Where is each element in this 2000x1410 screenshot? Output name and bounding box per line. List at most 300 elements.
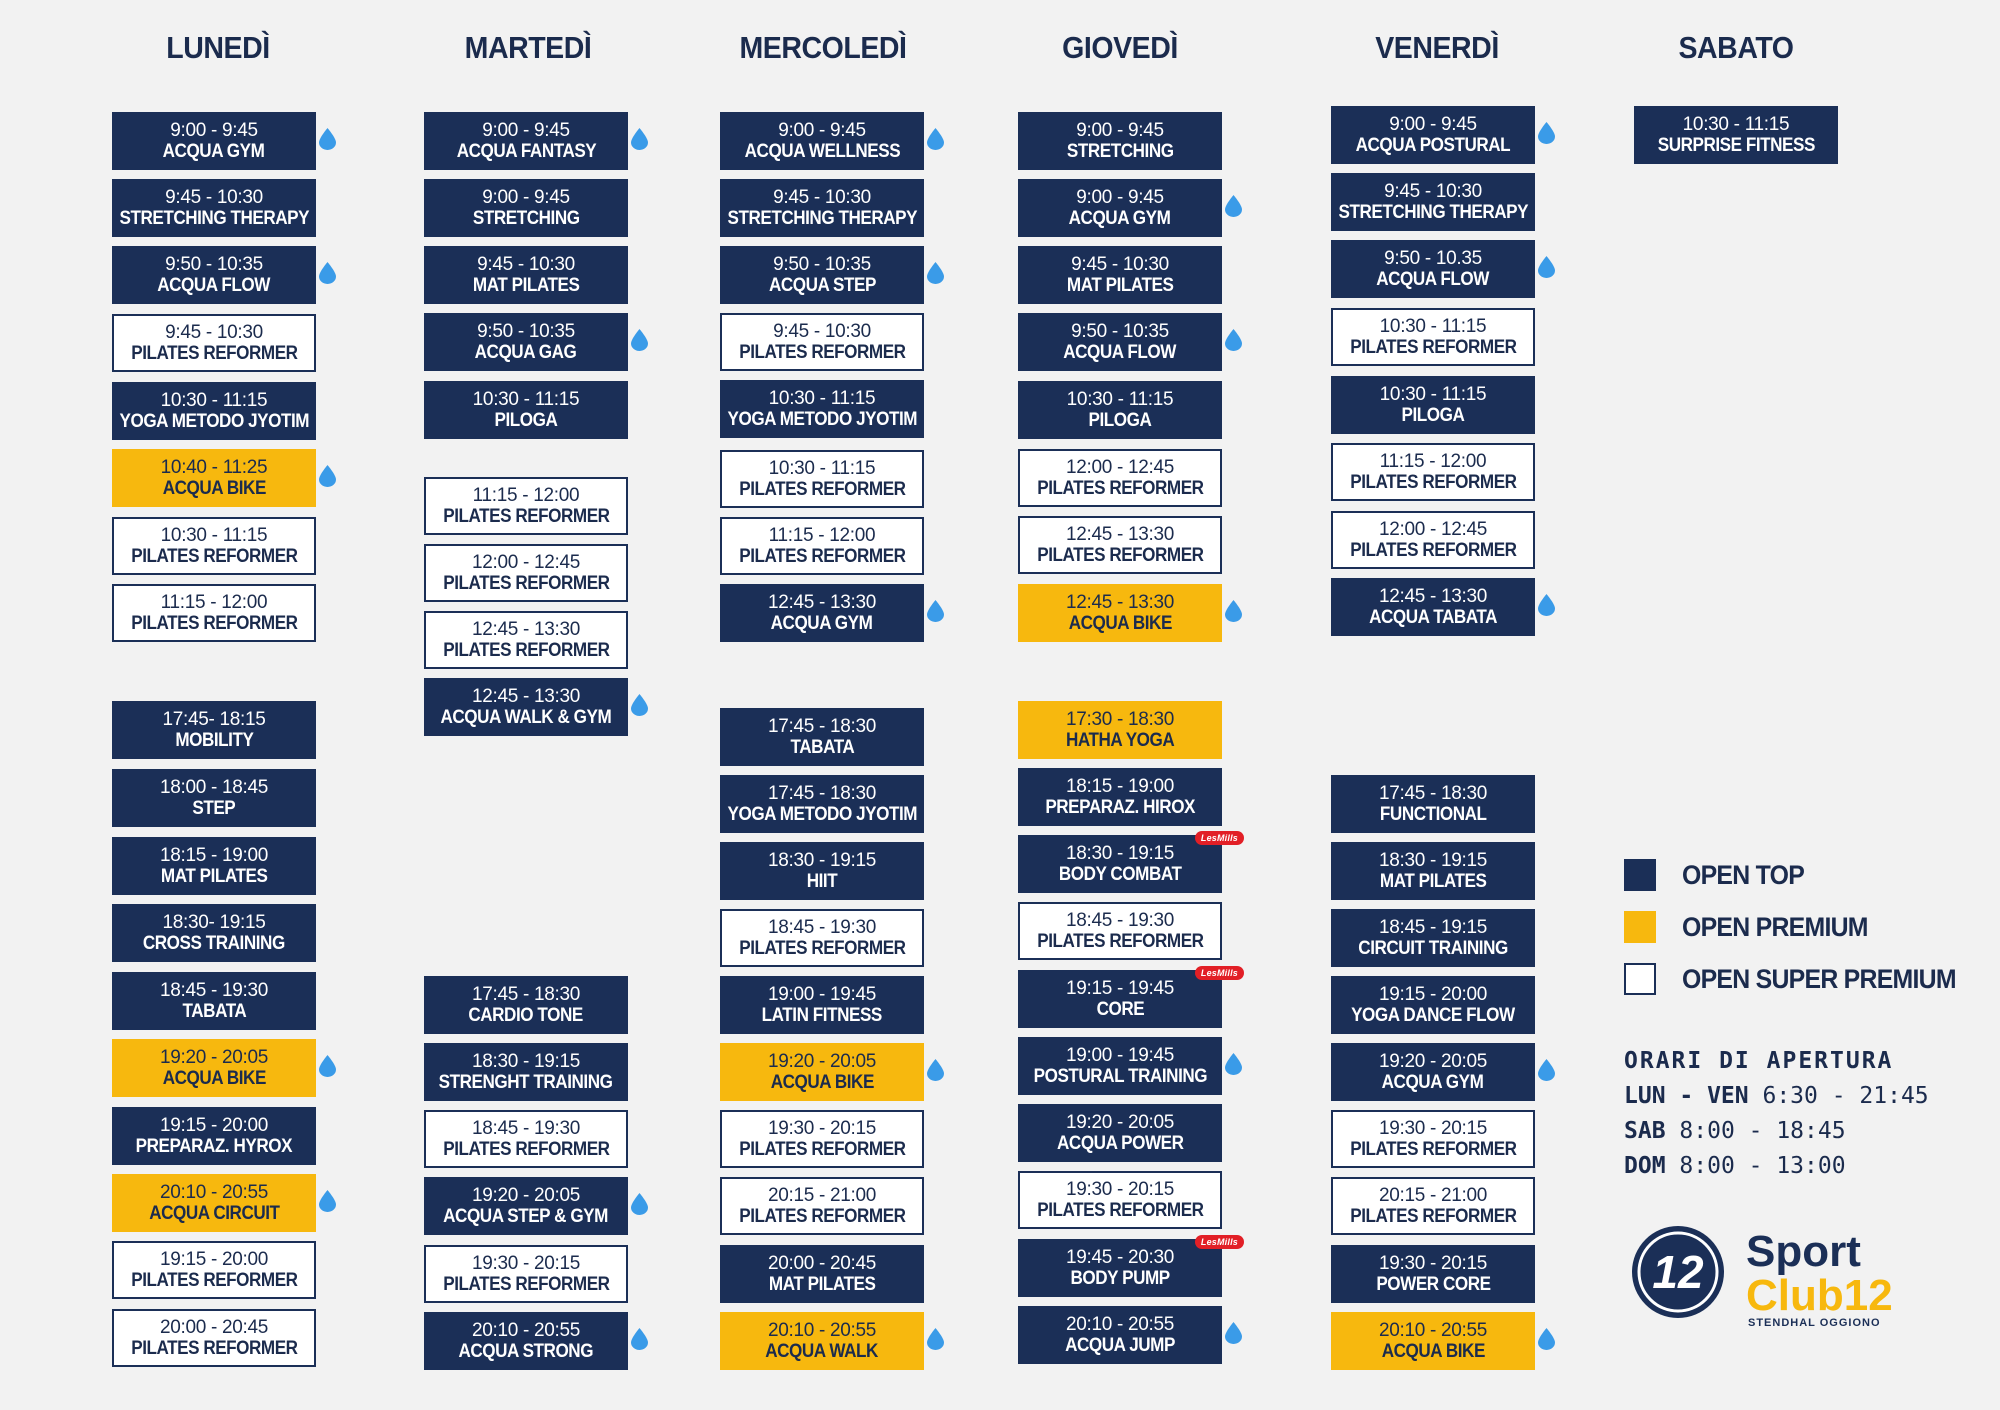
class-time: 10:30 - 11:15 <box>1379 383 1487 405</box>
class-block <box>1331 1177 1535 1235</box>
class-time: 9:00 - 9:45 <box>1389 113 1477 135</box>
class-time: 17:45 - 18:30 <box>471 983 581 1005</box>
class-block <box>112 1309 316 1367</box>
class-time: 19:45 - 20:30 <box>1065 1246 1175 1268</box>
water-drop-icon <box>319 1055 336 1077</box>
class-time: 12:45 - 13:30 <box>471 618 581 640</box>
logo-line2: Club12 <box>1746 1271 1893 1320</box>
class-block <box>1331 842 1535 900</box>
water-drop-icon <box>927 600 944 622</box>
class-block <box>112 1107 316 1165</box>
lesmills-badge: LesMills <box>1195 1235 1244 1249</box>
legend-item-open-super-premium <box>1624 962 1980 996</box>
class-time: 9:00 - 9:45 <box>778 119 866 141</box>
class-time: 12:45 - 13:30 <box>1065 591 1175 613</box>
class-name: CARDIO TONE <box>468 1005 584 1026</box>
class-name: HIIT <box>806 871 838 892</box>
class-block <box>1634 106 1838 164</box>
class-block <box>720 842 924 900</box>
class-name: ACQUA GAG <box>475 342 577 363</box>
class-name: ACQUA WALK & GYM <box>440 707 612 728</box>
class-time: 9:50 - 10:35 <box>165 253 263 275</box>
class-name: PREPARAZ. HIROX <box>1045 797 1195 818</box>
class-block <box>424 246 628 304</box>
class-name: ACQUA STEP <box>768 275 876 296</box>
logo-sub: STENDHAL OGGIONO <box>1748 1317 1881 1329</box>
class-time: 10:30 - 11:15 <box>768 387 876 409</box>
class-name: SURPRISE FITNESS <box>1657 135 1815 156</box>
class-block <box>1331 1043 1535 1101</box>
logo-number: 12 <box>1652 1246 1704 1298</box>
class-name: ACQUA TABATA <box>1369 607 1497 628</box>
class-block <box>1331 1245 1535 1303</box>
water-drop-icon <box>1225 195 1242 217</box>
class-block <box>424 381 628 439</box>
class-time: 12:00 - 12:45 <box>471 551 581 573</box>
class-time: 18:45 - 19:30 <box>767 916 877 938</box>
class-name: PILATES REFORMER <box>738 342 906 363</box>
class-time: 20:15 - 21:00 <box>767 1184 877 1206</box>
water-drop-icon <box>1225 1322 1242 1344</box>
class-time: 20:10 - 20:55 <box>1065 1313 1175 1335</box>
class-name: MAT PILATES <box>1066 275 1174 296</box>
class-time: 10:30 - 11:15 <box>160 389 268 411</box>
water-drop-icon <box>1538 594 1555 616</box>
class-block <box>112 246 316 304</box>
class-block <box>1018 968 1238 1028</box>
class-block <box>1018 902 1222 960</box>
class-time: 10:40 - 11:25 <box>160 456 268 478</box>
water-drop-icon <box>631 128 648 150</box>
class-time: 17:45- 18:15 <box>162 708 266 730</box>
day-header: VENERDÌ <box>1375 30 1499 65</box>
class-name: PILATES REFORMER <box>1036 545 1204 566</box>
legend-label: OPEN TOP <box>1682 859 1805 890</box>
class-time: 17:30 - 18:30 <box>1065 708 1175 730</box>
class-block <box>720 909 924 967</box>
class-name: ACQUA BIKE <box>1068 613 1172 634</box>
class-time: 19:20 - 20:05 <box>471 1184 581 1206</box>
class-time: 9:00 - 9:45 <box>170 119 258 141</box>
class-name: PILATES REFORMER <box>738 546 906 567</box>
water-drop-icon <box>319 465 336 487</box>
class-block <box>1331 976 1535 1034</box>
class-block <box>1018 1237 1238 1297</box>
class-time: 9:45 - 10:30 <box>165 186 263 208</box>
class-block <box>1331 376 1535 434</box>
class-time: 11:15 - 12:00 <box>472 484 580 506</box>
class-block <box>112 701 316 759</box>
class-block <box>112 314 316 372</box>
class-block <box>1331 106 1535 164</box>
class-time: 19:15 - 20:00 <box>159 1248 269 1270</box>
legend-item-open-premium <box>1624 910 1884 944</box>
opening-hours-row: LUN - VEN 6:30 - 21:45 <box>1624 1083 1929 1109</box>
class-name: ACQUA BIKE <box>770 1072 874 1093</box>
class-block <box>720 246 924 304</box>
class-block <box>424 1110 628 1168</box>
class-time: 19:30 - 20:15 <box>1378 1117 1488 1139</box>
class-block <box>1018 1037 1222 1095</box>
class-block <box>112 179 316 237</box>
class-name: ACQUA FLOW <box>1063 342 1177 363</box>
class-name: STRETCHING <box>472 208 580 229</box>
class-name: ACQUA GYM <box>1069 208 1171 229</box>
class-time: 11:15 - 12:00 <box>1379 450 1487 472</box>
class-name: ACQUA BIKE <box>162 1068 266 1089</box>
class-block <box>1331 775 1535 833</box>
class-name: PILATES REFORMER <box>442 1139 610 1160</box>
day-header: SABATO <box>1678 30 1794 65</box>
class-block <box>720 1110 924 1168</box>
class-block <box>1018 1104 1222 1162</box>
class-time: 20:10 - 20:55 <box>159 1181 269 1203</box>
class-block <box>720 1177 924 1235</box>
class-block <box>720 1312 924 1370</box>
class-time: 18:00 - 18:45 <box>159 776 269 798</box>
class-time: 19:15 - 20:00 <box>1378 983 1488 1005</box>
class-name: ACQUA STRONG <box>458 1341 594 1362</box>
class-block <box>112 382 316 440</box>
water-drop-icon <box>631 1193 648 1215</box>
class-name: BODY PUMP <box>1070 1268 1170 1289</box>
class-name: TABATA <box>790 737 854 758</box>
class-time: 18:45 - 19:30 <box>159 979 269 1001</box>
class-time: 12:45 - 13:30 <box>767 591 877 613</box>
class-block <box>1018 179 1222 237</box>
class-time: 19:15 - 20:00 <box>159 1114 269 1136</box>
class-name: ACQUA WELLNESS <box>744 141 900 162</box>
class-time: 10:30 - 11:15 <box>1066 388 1174 410</box>
class-name: CIRCUIT TRAINING <box>1358 938 1508 959</box>
logo-emblem-icon <box>1628 1222 1928 1342</box>
class-name: STRENGHT TRAINING <box>439 1072 613 1093</box>
water-drop-icon <box>631 1328 648 1350</box>
class-name: MAT PILATES <box>768 1274 876 1295</box>
class-block <box>1331 1312 1535 1370</box>
class-time: 20:15 - 21:00 <box>1378 1184 1488 1206</box>
class-time: 19:15 - 19:45 <box>1065 977 1175 999</box>
class-time: 20:00 - 20:45 <box>767 1252 877 1274</box>
class-block <box>1331 1110 1535 1168</box>
class-time: 19:20 - 20:05 <box>1378 1050 1488 1072</box>
class-time: 18:45 - 19:30 <box>1065 909 1175 931</box>
class-name: ACQUA POSTURAL <box>1355 135 1511 156</box>
water-drop-icon <box>927 262 944 284</box>
class-time: 18:15 - 19:00 <box>159 844 269 866</box>
class-time: 9:00 - 9:45 <box>482 186 570 208</box>
class-name: ACQUA GYM <box>771 613 873 634</box>
class-block <box>112 904 316 962</box>
water-drop-icon <box>319 1190 336 1212</box>
class-time: 10:30 - 11:15 <box>768 457 876 479</box>
water-drop-icon <box>927 1059 944 1081</box>
class-time: 9:50 - 10.35 <box>1384 247 1482 269</box>
class-name: MAT PILATES <box>1379 871 1487 892</box>
class-time: 9:50 - 10:35 <box>1071 320 1169 342</box>
class-name: HATHA YOGA <box>1065 730 1175 751</box>
class-block <box>112 1241 316 1299</box>
class-name: PILATES REFORMER <box>1036 1200 1204 1221</box>
class-block <box>424 1245 628 1303</box>
class-name: PILATES REFORMER <box>130 546 298 567</box>
class-block <box>1018 584 1222 642</box>
class-time: 19:30 - 20:15 <box>767 1117 877 1139</box>
class-block <box>112 449 316 507</box>
class-block <box>720 450 924 508</box>
class-time: 18:30 - 19:15 <box>1378 849 1488 871</box>
class-name: PILATES REFORMER <box>442 1274 610 1295</box>
class-block <box>424 1043 628 1101</box>
class-name: PILOGA <box>1088 410 1152 431</box>
class-name: PILATES REFORMER <box>130 343 298 364</box>
legend-label: OPEN SUPER PREMIUM <box>1682 963 1956 994</box>
class-name: PILATES REFORMER <box>1036 478 1204 499</box>
logo-line1: Sport <box>1746 1227 1861 1276</box>
class-name: PILATES REFORMER <box>738 938 906 959</box>
class-time: 10:30 - 11:15 <box>1682 113 1790 135</box>
class-time: 12:00 - 12:45 <box>1065 456 1175 478</box>
class-time: 18:30 - 19:15 <box>471 1050 581 1072</box>
opening-hours-row: DOM 8:00 - 13:00 <box>1624 1153 1846 1179</box>
legend-swatch-premium <box>1624 911 1656 943</box>
class-time: 10:30 - 11:15 <box>472 388 580 410</box>
class-name: PILATES REFORMER <box>1349 1139 1517 1160</box>
water-drop-icon <box>1538 122 1555 144</box>
class-block <box>720 1043 924 1101</box>
class-block <box>424 1312 628 1370</box>
class-name: YOGA METODO JYOTIM <box>727 804 917 825</box>
class-time: 19:20 - 20:05 <box>159 1046 269 1068</box>
class-block <box>720 112 924 170</box>
class-time: 17:45 - 18:30 <box>767 715 877 737</box>
class-block <box>424 544 628 602</box>
class-name: PILATES REFORMER <box>738 1139 906 1160</box>
class-name: PILATES REFORMER <box>738 1206 906 1227</box>
water-drop-icon <box>1225 329 1242 351</box>
sport-club-logo <box>1628 1222 1928 1342</box>
class-block <box>720 179 924 237</box>
class-name: YOGA METODO JYOTIM <box>727 409 917 430</box>
class-time: 19:00 - 19:45 <box>1065 1044 1175 1066</box>
class-time: 19:30 - 20:15 <box>1065 1178 1175 1200</box>
class-name: CORE <box>1096 999 1144 1020</box>
class-time: 11:15 - 12:00 <box>768 524 876 546</box>
legend-label: OPEN PREMIUM <box>1682 911 1868 942</box>
class-time: 9:45 - 10:30 <box>1071 253 1169 275</box>
class-name: STRETCHING <box>1066 141 1174 162</box>
opening-hours <box>1624 1044 1929 1184</box>
legend-swatch-top <box>1624 859 1656 891</box>
class-block <box>112 1039 316 1097</box>
class-name: PILATES REFORMER <box>130 1338 298 1359</box>
class-block <box>1331 173 1535 231</box>
class-block <box>720 380 924 438</box>
opening-hours-row: SAB 8:00 - 18:45 <box>1624 1118 1846 1144</box>
class-time: 9:00 - 9:45 <box>482 119 570 141</box>
class-name: YOGA DANCE FLOW <box>1351 1005 1515 1026</box>
water-drop-icon <box>927 1328 944 1350</box>
class-block <box>1331 443 1535 501</box>
class-block <box>112 1174 316 1232</box>
class-name: ACQUA POWER <box>1056 1133 1184 1154</box>
class-name: ACQUA STEP & GYM <box>443 1206 609 1227</box>
class-block <box>720 517 924 575</box>
class-block <box>1018 112 1222 170</box>
class-time: 17:45 - 18:30 <box>767 782 877 804</box>
class-block <box>1331 511 1535 569</box>
class-name: ACQUA GYM <box>1382 1072 1484 1093</box>
class-time: 20:10 - 20:55 <box>471 1319 581 1341</box>
class-time: 19:00 - 19:45 <box>767 983 877 1005</box>
class-block <box>112 972 316 1030</box>
class-name: FUNCTIONAL <box>1379 804 1487 825</box>
class-time: 18:30 - 19:15 <box>1065 842 1175 864</box>
class-name: LATIN FITNESS <box>761 1005 883 1026</box>
water-drop-icon <box>1225 600 1242 622</box>
class-block <box>424 477 628 535</box>
lesmills-badge: LesMills <box>1195 966 1244 980</box>
class-name: PILATES REFORMER <box>1349 337 1517 358</box>
class-time: 18:30 - 19:15 <box>767 849 877 871</box>
class-name: ACQUA FLOW <box>157 275 271 296</box>
class-block <box>424 611 628 669</box>
class-time: 18:45 - 19:30 <box>471 1117 581 1139</box>
class-block <box>1018 449 1222 507</box>
class-block <box>112 112 316 170</box>
class-block <box>720 584 924 642</box>
class-block <box>424 313 628 371</box>
class-name: PILATES REFORMER <box>738 479 906 500</box>
class-block <box>1331 578 1535 636</box>
class-name: PILOGA <box>494 410 558 431</box>
class-time: 9:45 - 10:30 <box>477 253 575 275</box>
water-drop-icon <box>1538 256 1555 278</box>
class-name: PILATES REFORMER <box>1349 472 1517 493</box>
class-block <box>720 976 924 1034</box>
class-name: PILATES REFORMER <box>442 506 610 527</box>
water-drop-icon <box>319 262 336 284</box>
class-name: PILATES REFORMER <box>1349 540 1517 561</box>
class-time: 9:45 - 10:30 <box>773 320 871 342</box>
water-drop-icon <box>631 329 648 351</box>
class-name: ACQUA GYM <box>163 141 265 162</box>
class-block <box>1331 240 1535 298</box>
class-block <box>720 775 924 833</box>
class-block <box>1018 313 1222 371</box>
class-name: ACQUA BIKE <box>162 478 266 499</box>
class-block <box>1018 1306 1222 1364</box>
class-name: ACQUA WALK <box>765 1341 879 1362</box>
class-block <box>424 112 628 170</box>
class-name: PILATES REFORMER <box>442 573 610 594</box>
class-time: 11:15 - 12:00 <box>160 591 268 613</box>
class-name: ACQUA BIKE <box>1381 1341 1485 1362</box>
class-name: PILATES REFORMER <box>1036 931 1204 952</box>
day-header: LUNEDÌ <box>166 30 270 65</box>
class-time: 9:45 - 10:30 <box>165 321 263 343</box>
class-name: STRETCHING THERAPY <box>727 208 917 229</box>
class-block <box>112 584 316 642</box>
class-name: ACQUA FLOW <box>1376 269 1490 290</box>
class-name: ACQUA JUMP <box>1065 1335 1175 1356</box>
class-name: CROSS TRAINING <box>143 933 285 954</box>
water-drop-icon <box>1225 1053 1242 1075</box>
class-block <box>1331 308 1535 366</box>
class-name: STEP <box>192 798 236 819</box>
water-drop-icon <box>631 694 648 716</box>
lesmills-badge: LesMills <box>1195 831 1244 845</box>
water-drop-icon <box>1538 1328 1555 1350</box>
class-time: 20:10 - 20:55 <box>1378 1319 1488 1341</box>
class-name: ACQUA CIRCUIT <box>148 1203 280 1224</box>
class-time: 12:45 - 13:30 <box>471 685 581 707</box>
class-time: 19:20 - 20:05 <box>1065 1111 1175 1133</box>
class-name: MAT PILATES <box>472 275 580 296</box>
class-time: 19:20 - 20:05 <box>767 1050 877 1072</box>
class-name: POWER CORE <box>1375 1274 1491 1295</box>
class-time: 9:00 - 9:45 <box>1076 119 1164 141</box>
class-time: 10:30 - 11:15 <box>1379 315 1487 337</box>
class-name: YOGA METODO JYOTIM <box>119 411 309 432</box>
class-block <box>112 517 316 575</box>
day-header: MARTEDÌ <box>464 30 592 65</box>
class-block <box>1018 768 1222 826</box>
class-block <box>112 769 316 827</box>
legend-swatch-super <box>1624 963 1656 995</box>
legend-item-open-top <box>1624 858 1815 892</box>
opening-hours-title: ORARI DI APERTURA <box>1624 1048 1894 1074</box>
water-drop-icon <box>1538 1059 1555 1081</box>
class-name: PILATES REFORMER <box>442 640 610 661</box>
class-block <box>424 678 628 736</box>
class-block <box>720 1245 924 1303</box>
class-block <box>1018 701 1222 759</box>
class-block <box>1018 246 1222 304</box>
class-name: TABATA <box>182 1001 246 1022</box>
class-time: 17:45 - 18:30 <box>1378 782 1488 804</box>
class-name: MOBILITY <box>174 730 254 751</box>
class-time: 9:45 - 10:30 <box>1384 180 1482 202</box>
class-block <box>720 313 924 371</box>
class-name: STRETCHING THERAPY <box>1338 202 1528 223</box>
class-name: PILATES REFORMER <box>130 1270 298 1291</box>
class-block <box>1018 1171 1222 1229</box>
class-time: 18:45 - 19:15 <box>1378 916 1488 938</box>
day-header: GIOVEDÌ <box>1062 30 1178 65</box>
class-time: 9:00 - 9:45 <box>1076 186 1164 208</box>
class-block <box>424 976 628 1034</box>
class-block <box>720 708 924 766</box>
class-block <box>1331 909 1535 967</box>
class-time: 19:30 - 20:15 <box>1378 1252 1488 1274</box>
class-time: 12:45 - 13:30 <box>1065 523 1175 545</box>
class-block <box>424 1177 628 1235</box>
class-name: POSTURAL TRAINING <box>1033 1066 1207 1087</box>
class-time: 18:15 - 19:00 <box>1065 775 1175 797</box>
class-time: 12:00 - 12:45 <box>1378 518 1488 540</box>
class-time: 20:10 - 20:55 <box>767 1319 877 1341</box>
day-header: MERCOLEDÌ <box>739 30 907 65</box>
water-drop-icon <box>319 128 336 150</box>
class-block <box>112 837 316 895</box>
class-name: PREPARAZ. HYROX <box>135 1136 293 1157</box>
class-time: 12:45 - 13:30 <box>1378 585 1488 607</box>
class-name: PILOGA <box>1401 405 1465 426</box>
class-block <box>1018 381 1222 439</box>
class-time: 18:30- 19:15 <box>162 911 266 933</box>
class-block <box>424 179 628 237</box>
